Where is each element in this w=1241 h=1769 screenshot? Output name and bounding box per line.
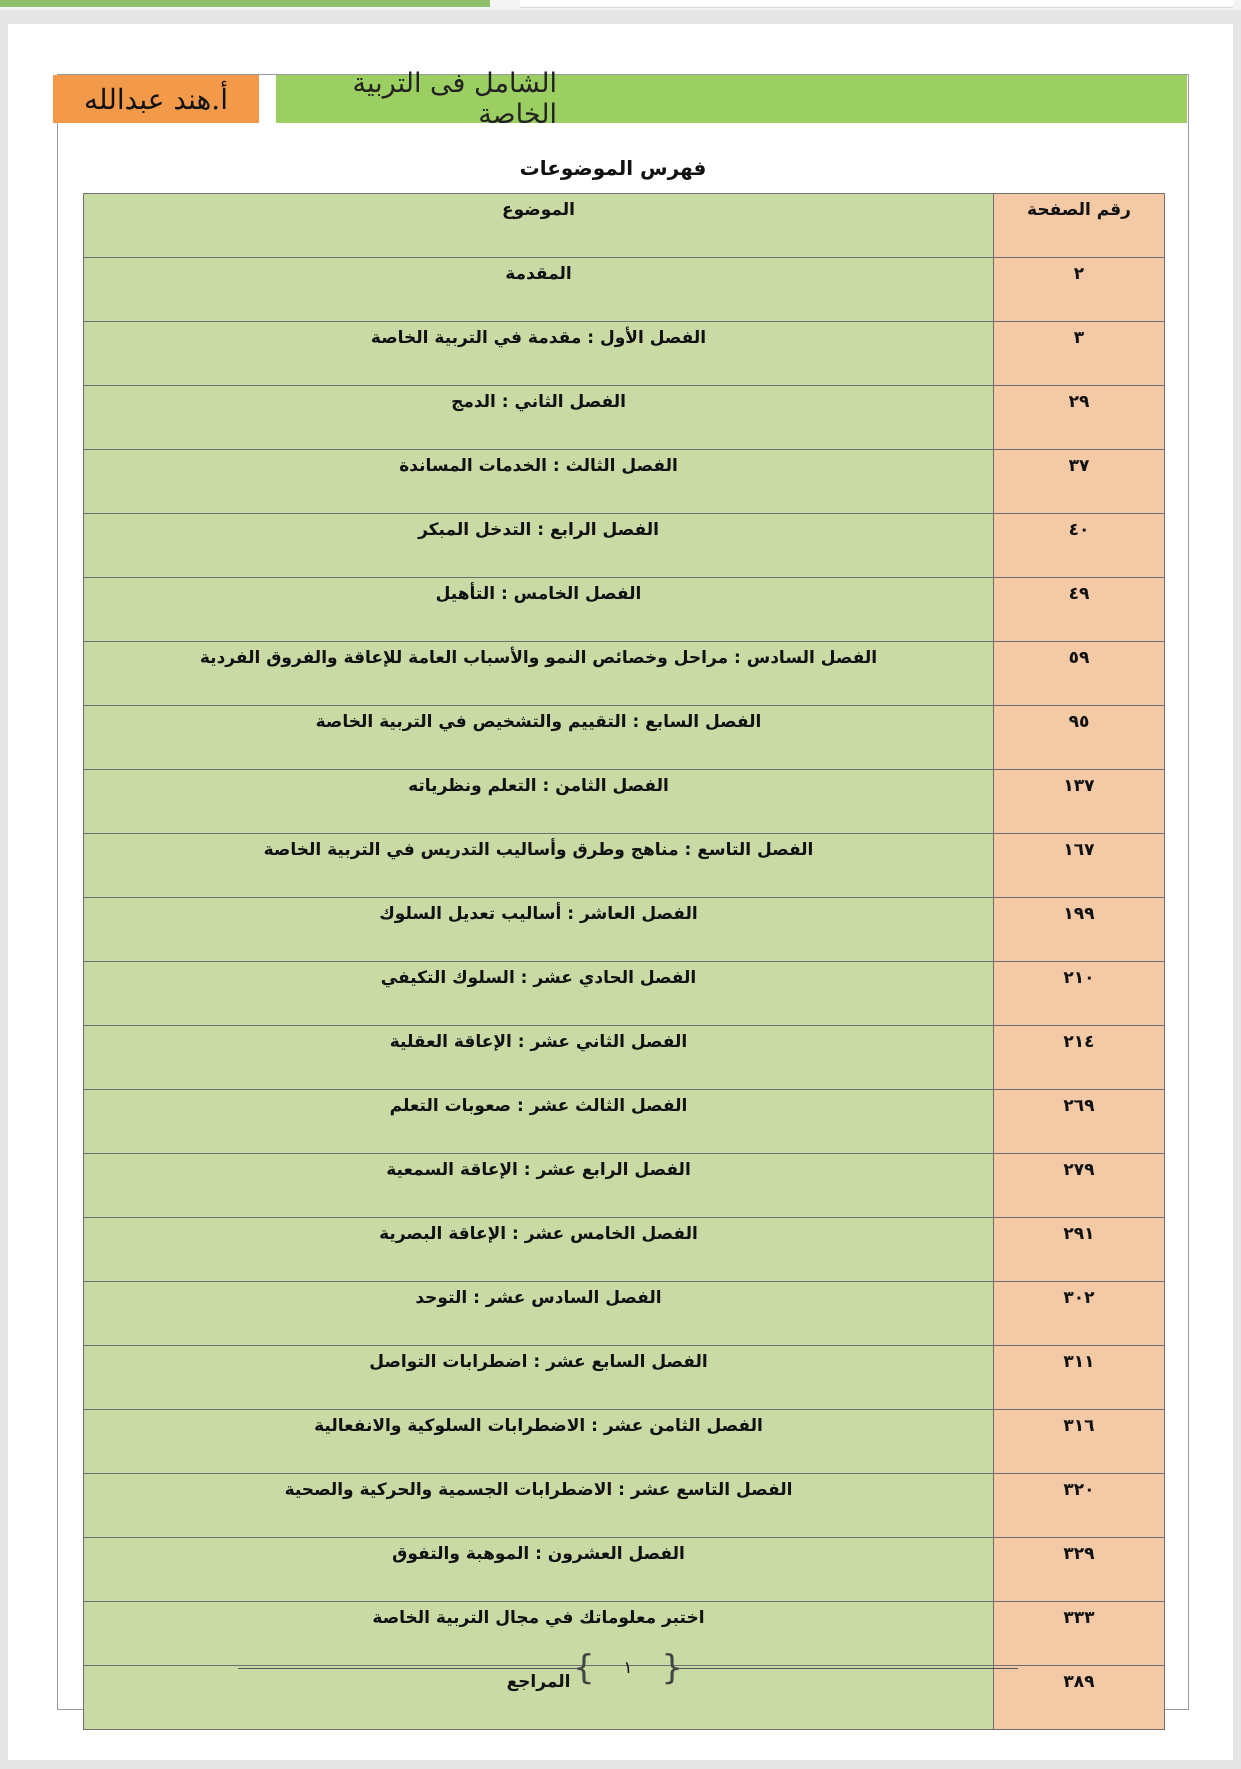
toc-page-number: ٣١٦	[994, 1410, 1165, 1474]
column-topic-header: الموضوع	[84, 194, 994, 258]
toc-header-row	[84, 194, 1165, 258]
toc-row	[84, 1538, 1165, 1602]
toc-topic: الفصل التاسع : مناهج وطرق وأساليب التدريس في التربية الخاصة	[84, 834, 994, 898]
toc-topic: الفصل الأول : مقدمة في التربية الخاصة	[84, 322, 994, 386]
toc-row	[84, 1218, 1165, 1282]
toc-topic: الفصل الثالث : الخدمات المساندة	[84, 450, 994, 514]
toc-row	[84, 770, 1165, 834]
toc-topic: الفصل السابع : التقييم والتشخيص في التربية الخاصة	[84, 706, 994, 770]
toc-row	[84, 1154, 1165, 1218]
toc-topic: الفصل الثامن : التعلم ونظرياته	[84, 770, 994, 834]
toc-topic: الفصل السادس عشر : التوحد	[84, 1282, 994, 1346]
footer-page-number	[573, 1646, 683, 1690]
header-title: الشامل فى التربية الخاصة	[276, 75, 1187, 123]
toc-page-number: ٥٩	[994, 642, 1165, 706]
toc-page-number: ٣٨٩	[994, 1666, 1165, 1730]
toc-row	[84, 578, 1165, 642]
toc-row	[84, 706, 1165, 770]
toc-page-number: ٢٧٩	[994, 1154, 1165, 1218]
toc-topic: الفصل الحادي عشر : السلوك التكيفي	[84, 962, 994, 1026]
footer-rule-left	[238, 1668, 578, 1669]
toc-topic: الفصل الرابع عشر : الإعاقة السمعية	[84, 1154, 994, 1218]
toc-table	[83, 193, 1165, 1730]
toc-page-number: ٩٥	[994, 706, 1165, 770]
toc-title: فهرس الموضوعات	[519, 156, 707, 180]
toc-row	[84, 514, 1165, 578]
toc-page-number: ١٩٩	[994, 898, 1165, 962]
toc-topic: الفصل الثالث عشر : صعوبات التعلم	[84, 1090, 994, 1154]
toc-page-number: ٢١٤	[994, 1026, 1165, 1090]
toc-page-number: ٣٢٩	[994, 1538, 1165, 1602]
footer-bracket-left: {	[573, 1648, 595, 1688]
toc-page-number: ٣١١	[994, 1346, 1165, 1410]
toc-topic: الفصل الخامس : التأهيل	[84, 578, 994, 642]
page-number: ١	[623, 1658, 633, 1678]
toc-row	[84, 642, 1165, 706]
toc-row	[84, 898, 1165, 962]
toc-row	[84, 386, 1165, 450]
footer-bracket-right: }	[661, 1648, 683, 1688]
toc-page-number: ٣٣٣	[994, 1602, 1165, 1666]
toc-row	[84, 1282, 1165, 1346]
toc-page-number: ٢١٠	[994, 962, 1165, 1026]
header-author: أ.هند عبدالله	[53, 75, 259, 123]
viewer-top-bar	[0, 0, 1241, 10]
document-page	[8, 24, 1233, 1760]
footer-rule-right	[678, 1668, 1018, 1669]
toc-topic: الفصل الثامن عشر : الاضطرابات السلوكية والانفعالية	[84, 1410, 994, 1474]
toc-topic: الفصل العشرون : الموهبة والتفوق	[84, 1538, 994, 1602]
toc-topic: الفصل السادس : مراحل وخصائص النمو والأسباب العامة للإعاقة والفروق الفردية	[84, 642, 994, 706]
toc-page-number: ١٣٧	[994, 770, 1165, 834]
toc-row	[84, 1090, 1165, 1154]
toc-row	[84, 962, 1165, 1026]
toc-topic: الفصل الثاني عشر : الإعاقة العقلية	[84, 1026, 994, 1090]
toc-row	[84, 1026, 1165, 1090]
toc-row	[84, 450, 1165, 514]
toc-page-number: ٣٠٢	[994, 1282, 1165, 1346]
toc-topic: الفصل الخامس عشر : الإعاقة البصرية	[84, 1218, 994, 1282]
toc-page-number: ٢٦٩	[994, 1090, 1165, 1154]
toc-topic: الفصل الرابع : التدخل المبكر	[84, 514, 994, 578]
toc-row	[84, 258, 1165, 322]
viewer-progress-indicator	[0, 0, 490, 7]
toc-page-number: ٤٠	[994, 514, 1165, 578]
toc-row	[84, 322, 1165, 386]
toc-row	[84, 1346, 1165, 1410]
toc-page-number: ٣	[994, 322, 1165, 386]
toc-page-number: ٢٩١	[994, 1218, 1165, 1282]
toc-row	[84, 1474, 1165, 1538]
toc-page-number: ٣٢٠	[994, 1474, 1165, 1538]
viewer-top-strip	[520, 0, 1233, 8]
toc-topic: الفصل الثاني : الدمج	[84, 386, 994, 450]
toc-page-number: ٢	[994, 258, 1165, 322]
toc-page-number: ٤٩	[994, 578, 1165, 642]
column-page-header: رقم الصفحة	[994, 194, 1165, 258]
toc-topic: المراجع	[84, 1666, 994, 1730]
toc-topic: المقدمة	[84, 258, 994, 322]
toc-page-number: ١٦٧	[994, 834, 1165, 898]
toc-topic: اختبر معلوماتك في مجال التربية الخاصة	[84, 1602, 994, 1666]
toc-topic: الفصل التاسع عشر : الاضطرابات الجسمية والحركية والصحية	[84, 1474, 994, 1538]
toc-row	[84, 834, 1165, 898]
toc-page-number: ٣٧	[994, 450, 1165, 514]
toc-page-number: ٢٩	[994, 386, 1165, 450]
toc-topic: الفصل العاشر : أساليب تعديل السلوك	[84, 898, 994, 962]
toc-topic: الفصل السابع عشر : اضطرابات التواصل	[84, 1346, 994, 1410]
toc-row	[84, 1410, 1165, 1474]
